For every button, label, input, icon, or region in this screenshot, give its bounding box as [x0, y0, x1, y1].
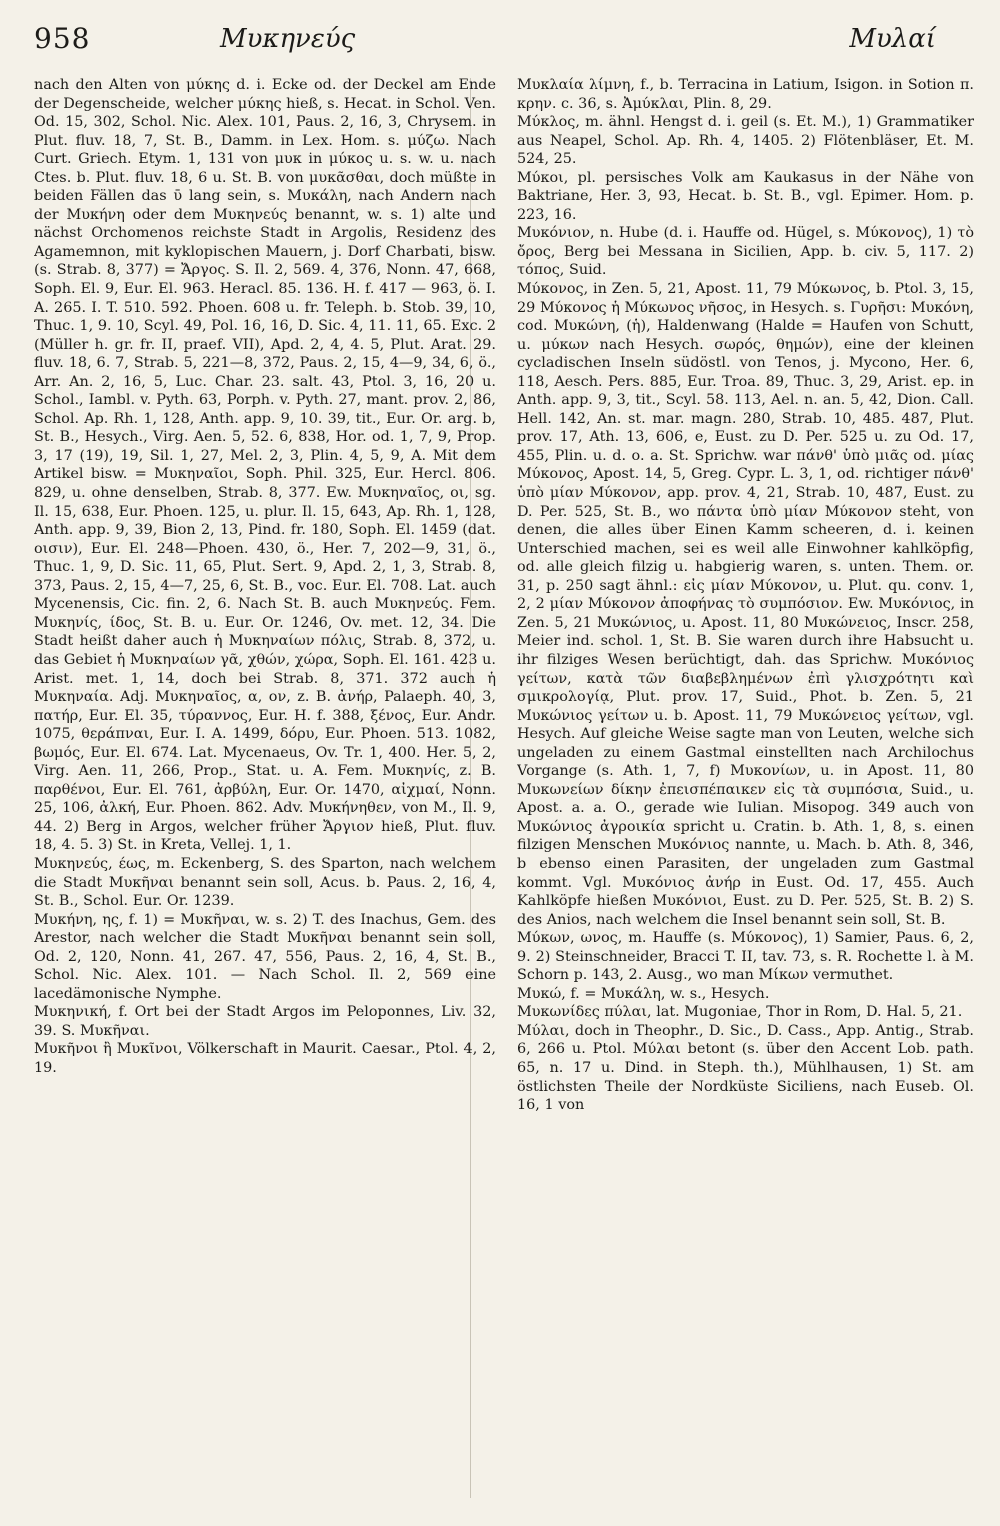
entry-myklos: Μύκλος, m. ähnl. Hengst d. i. geil (s. Et. M.), 1) Grammatiker aus Neapel, Schol. Ap. Rh. 4, 1405. 2) Flötenbläser, Et. M. 524, 25.	[517, 114, 974, 168]
entry-mykoi: Μύκοι, pl. persisches Volk am Kaukasus in der Nähe von Baktriane, Her. 3, 93, Hecat. b. St. B., vgl. Epimer. Hom. p. 223, 16.	[517, 169, 974, 223]
left-running-headword: Μυκηνεύς	[220, 24, 356, 54]
page-number: 958	[34, 22, 91, 55]
entry-mykonion: Μυκόνιον, n. Hube (d. i. Hauffe od. Hügel, s. Μύκονος), 1) τὸ ὄρος, Berg bei Messana in Sicilien, App. b. civ. 5, 117. 2) τόπος, Suid.	[517, 225, 974, 279]
right-column	[517, 76, 974, 1512]
page-header	[34, 22, 972, 62]
entry-mykonos: Μύκονος, in Zen. 5, 21, Apost. 11, 79 Μύκωνος, b. Ptol. 3, 15, 29 Μύκονος ἡ Μύκωνος νῆσος, in Hesych. s. Γυρῆσι: Μυκόνη, cod. Μυκώνη, (ἡ), Haldenwang (Halde = Haufen von Schutt, u. μύκων nach Hesych. σωρός, θημών), eine der kleinen cycladischen Inseln südöstl. von Tenos, j. Mycono, Her. 6, 118, Aesch. Pers. 885, Eur. Troa. 89, Thuc. 3, 29, Arist. ep. in Anth. app. 9, 3, tit., Scyl. 58. 113, Ael. n. an. 5, 42, Dion. Call. Hell. 142, An. st. mar. magn. 280, Strab. 10, 485. 487, Plut. prov. 17, Ath. 13, 606, e, Eust. zu D. Per. 525 u. zu Od. 17, 455, Plin. u. d. o. a. St. Sprichw. war πάνθ' ὑπὸ μιᾶς od. μίας Μύκονος, Apost. 14, 5, Greg. Cypr. L. 3, 1, od. richtiger πάνθ' ὑπὸ μίαν Μύκονον, app. prov. 4, 21, Strab. 10, 487, Eust. zu D. Per. 525, St. B., wo πάντα ὑπὸ μίαν Μύκονον steht, von denen, die alles über Einen Kamm scheeren, d. i. keinen Unterschied machen, sei es weil alle Einwohner kahlköpfig, od. alle gleich filzig u. habgierig waren, s. unten. Them. or. 31, p. 250 sagt ähnl.: εἰς μίαν Μύκονον, u. Plut. qu. conv. 1, 2, 2 μίαν Μύκονον ἀποφήνας τὸ συμπόσιον. Ew. Μυκόνιος, in Zen. 5, 21 Μυκώνιος, u. Apost. 11, 80 Μυκώνειος, Inscr. 258, Meier ind. schol. 1, St. B. Sie waren durch ihre Habsucht u. ihr filziges Wesen berüchtigt, dah. das Sprichw. Μυκόνιος γείτων, κατὰ τῶν διαβεβλημένων ἐπὶ γλισχρότητι καὶ σμικρολογίᾳ, Plut. prov. 17, Suid., Phot. b. Zen. 5, 21 Μυκώνιος γείτων u. b. Apost. 11, 79 Μυκώνειος γείτων, vgl. Hesych. Auf gleiche Weise sagte man von Leuten, welche sich ungeladen zu einem Gastmal einstellten nach Archilochus Vorgange (s. Ath. 1, 7, f) Μυκονίων, u. in Apost. 11, 80 Μυκωνείων δίκην ἐπεισπέπαικεν εἰς τὰ συμπόσια, Suid., u. Apost. a. a. O., gerade wie Iulian. Misopog. 349 auch von Μυκώνιος ἀγροικία spricht u. Cratin. b. Ath. 1, 8, s. einen filzigen Menschen Μυκόνιος nannte, u. Mach. b. Ath. 8, 346, b ebenso einen Parasiten, der ungeladen zum Gastmal kommt. Vgl. Μυκόνιος ἀνήρ in Eust. Od. 17, 455. Auch Kahlköpfe hießen Μυκόνιοι, Eust. zu D. Per. 525, St. B. 2) S. des Anios, nach welchem die Insel benannt sein soll, St. B.	[517, 281, 974, 928]
entry-myklaia: Μυκλαία λίμνη, f., b. Terracina in Latium, Isigon. in Sotion π. κρην. c. 36, s. Ἀμύκλαι, Plin. 8, 29.	[517, 77, 974, 112]
entry-mylai: Μύλαι, doch in Theophr., D. Sic., D. Cass., App. Antig., Strab. 6, 266 u. Ptol. Μύλαι betont (s. über den Accent Lob. path. 65, n. 17 u. Dind. in Steph. th.), Mühlhausen, 1) St. am östlichsten Theile der Nordküste Siciliens, nach Euseb. Ol. 16, 1 von	[517, 1022, 974, 1114]
entry-mykene: Μυκήνη, ης, f. 1) = Μυκῆναι, w. s. 2) T. des Inachus, Gem. des Arestor, nach welcher die Stadt Μυκῆναι benannt sein soll, Od. 2, 120, Nonn. 41, 267. 47, 556, Paus. 2, 16, 4, St. B., Schol. Nic. Alex. 101. — Nach Schol. Il. 2, 569 eine lacedämonische Nymphe.	[34, 911, 496, 1002]
right-running-headword: Μυλαί	[849, 24, 936, 54]
entry-myko: Μυκώ, f. = Μυκάλη, w. s., Hesych.	[517, 985, 770, 1002]
entry-mykenoi: Μυκῆνοι ἢ Μυκῖνοι, Völkerschaft in Maurit. Caesar., Ptol. 4, 2, 19.	[34, 1041, 496, 1076]
text-columns	[34, 76, 974, 1512]
entry-mykonides-pylai: Μυκωνίδες πύλαι, lat. Mugoniae, Thor in Rom, D. Hal. 5, 21.	[517, 1004, 963, 1021]
entry-mykenai-continuation: nach den Alten von μύκης d. i. Ecke od. der Deckel am Ende der Degenscheide, welcher μύκης hieß, s. Hecat. in Schol. Ven. Od. 15, 302, Schol. Nic. Alex. 101, Paus. 2, 16, 3, Chrysem. in Plut. fluv. 18, 7, St. B., Damm. in Lex. Hom. s. μύζω. Nach Curt. Griech. Etym. 1, 131 von μυκ in μύκος u. s. w. u. nach Ctes. b. Plut. fluv. 18, 6 u. St. B. von μυκᾶσθαι, doch müßte in beiden Fällen das ῡ lang sein, s. Μυκάλη, nach Andern nach der Μυκήνη oder dem Μυκηνεύς benannt, w. s. 1) alte und nächst Orchomenos reichste Stadt in Argolis, Residenz des Agamemnon, mit kyklopischen Mauern, j. Dorf Charbati, bisw. (s. Strab. 8, 377) = Ἄργος. S. Il. 2, 569. 4, 376, Nonn. 47, 668, Soph. El. 9, Eur. El. 963. Heracl. 85. 136. H. f. 417 — 963, ö. I. A. 265. I. T. 510. 592. Phoen. 608 u. fr. Teleph. b. Stob. 39, 10, Thuc. 1, 9. 10, Scyl. 49, Pol. 16, 16, D. Sic. 4, 11. 11, 65. Exc. 2 (Müller h. gr. fr. II, praef. VII), Apd. 2, 4, 4. 5, Plut. Arat. 29. fluv. 18, 6. 7, Strab. 5, 221—8, 372, Paus. 2, 15, 4—9, 34, 6, ö., Arr. An. 2, 16, 5, Luc. Char. 23. salt. 43, Ptol. 3, 16, 20 u. Schol., Iambl. v. Pyth. 63, Porph. v. Pyth. 27, mant. prov. 2, 86, Schol. Ap. Rh. 1, 128, Anth. app. 9, 10. 39, tit., Eur. Or. arg. b, St. B., Hesych., Virg. Aen. 5, 52. 6, 838, Hor. od. 1, 7, 9, Prop. 3, 17 (19), 19, Sil. 1, 27, Mel. 2, 3, Plin. 4, 5, 9, A. Mit dem Artikel bisw. = Μυκηναῖοι, Soph. Phil. 325, Eur. Hercl. 806. 829, u. ohne denselben, Strab. 8, 377. Ew. Μυκηναῖος, οι, sg. Il. 15, 638, Eur. Phoen. 125, u. plur. Il. 15, 643, Ap. Rh. 1, 128, Anth. app. 9, 39, Bion 2, 13, Pind. fr. 180, Soph. El. 1459 (dat. οισιν), Eur. El. 248—Phoen. 430, ö., Her. 7, 202—9, 31, ö., Thuc. 1, 9, D. Sic. 11, 65, Plut. Sert. 9, Apd. 2, 1, 3, Strab. 8, 373, Paus. 2, 15, 4—7, 25, 6, St. B., voc. Eur. El. 708. Lat. auch Mycenensis, Cic. fin. 2, 6. Nach St. B. auch Μυκηνεύς. Fem. Μυκηνίς, ίδος, St. B. u. Eur. Or. 1246, Ov. met. 12, 34. Die Stadt heißt daher auch ἡ Μυκηναίων πόλις, Strab. 8, 372, u. das Gebiet ἡ Μυκηναίων γᾶ, χθών, χώρα, Soph. El. 161. 423 u. Arist. met. 1, 14, doch bei Strab. 8, 371. 372 auch ἡ Μυκηναία. Adj. Μυκηναῖος, α, ον, z. B. ἀνήρ, Palaeph. 40, 3, πατήρ, Eur. El. 35, τύραννος, Eur. H. f. 388, ξένος, Eur. Andr. 1075, θεράπναι, Eur. I. A. 1499, δόρυ, Eur. Phoen. 513. 1082, βωμός, Eur. El. 674. Lat. Mycenaeus, Ov. Tr. 1, 400. Her. 5, 2, Virg. Aen. 11, 266, Prop., Stat. u. A. Fem. Μυκηνίς, z. B. παρθένοι, Eur. El. 761, ἀρβύλη, Eur. Or. 1470, αἰχμαί, Nonn. 25, 106, ἀλκή, Eur. Phoen. 862. Adv. Μυκήνηθεν, von M., Il. 9, 44. 2) Berg in Argos, welcher früher Ἄργιον hieß, Plut. fluv. 18, 4. 5. 3) St. in Kreta, Vellej. 1, 1.	[34, 77, 496, 854]
entry-mykenike: Μυκηνική, f. Ort bei der Stadt Argos im Peloponnes, Liv. 32, 39. S. Μυκῆναι.	[34, 1004, 496, 1039]
left-column	[34, 76, 496, 1512]
entry-mykon: Μύκων, ωνος, m. Hauffe (s. Μύκονος), 1) Samier, Paus. 6, 2, 9. 2) Steinschneider, Bracci T. II, tav. 73, s. R. Rochette l. à M. Schorn p. 143, 2. Ausg., wo man Μίκων vermuthet.	[517, 930, 974, 984]
entry-mykeneus: Μυκηνεύς, έως, m. Eckenberg, S. des Sparton, nach welchem die Stadt Μυκῆναι benannt sein soll, Acus. b. Paus. 2, 16, 4, St. B., Schol. Eur. Or. 1239.	[34, 855, 496, 910]
